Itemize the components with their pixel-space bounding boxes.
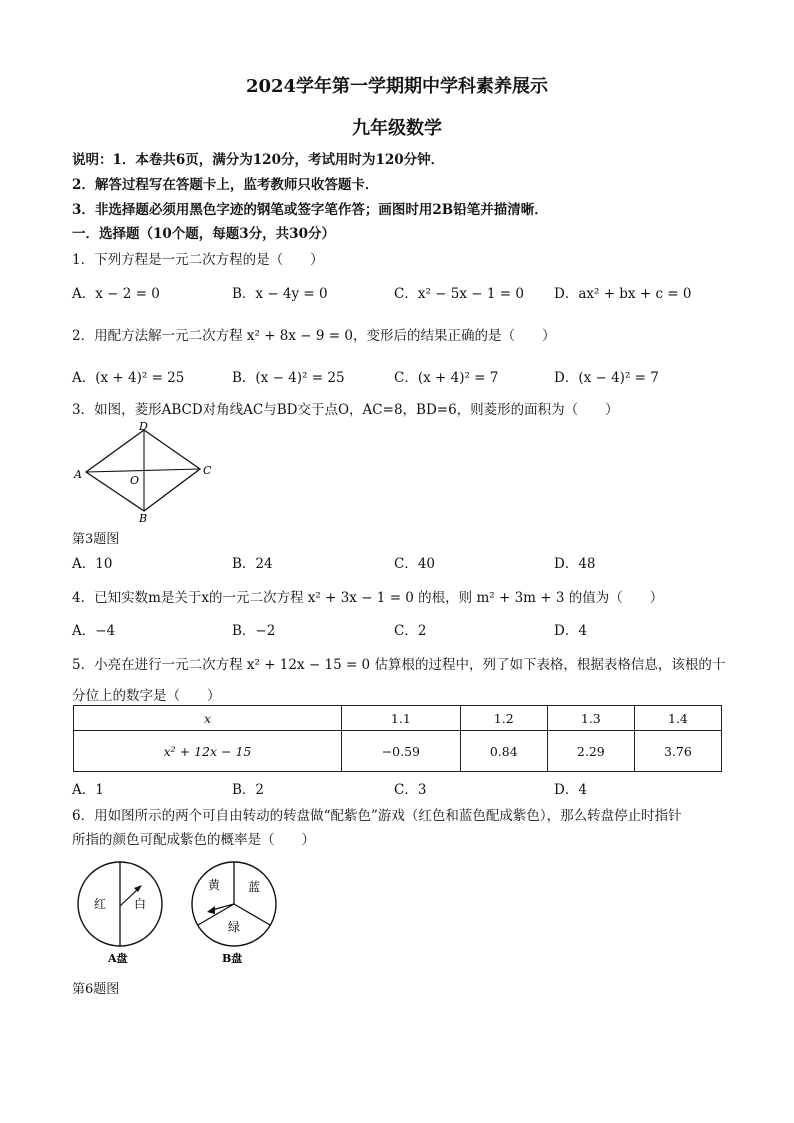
q4-option-c: C．2 bbox=[394, 623, 427, 639]
q6-caption: 第6题图 bbox=[72, 982, 120, 997]
estimation-table bbox=[73, 705, 722, 772]
table-cell: 2.29 bbox=[547, 731, 634, 772]
table-row bbox=[74, 706, 722, 731]
q3-option-b: B．24 bbox=[232, 556, 273, 572]
disc-a-white: 白 bbox=[134, 897, 147, 911]
table-cell: 1.2 bbox=[460, 706, 547, 731]
table-cell: −0.59 bbox=[342, 731, 461, 772]
q2-option-b: B．(x − 4)² = 25 bbox=[232, 370, 345, 386]
table-cell: 3.76 bbox=[634, 731, 721, 772]
q4-option-a: A．−4 bbox=[72, 623, 116, 639]
note-line-1: 说明：1．本卷共6页，满分为120分，考试用时为120分钟． bbox=[72, 152, 445, 168]
q1-option-b: B．x − 4y = 0 bbox=[232, 286, 328, 302]
spinner-b-figure bbox=[188, 858, 288, 968]
q1-option-c: C．x² − 5x − 1 = 0 bbox=[394, 286, 524, 302]
q5-option-b: B．2 bbox=[232, 782, 265, 798]
label-b: B bbox=[139, 512, 148, 525]
disc-b-green: 绿 bbox=[228, 920, 241, 934]
q1-option-d: D．ax² + bx + c = 0 bbox=[554, 286, 692, 302]
question-6-stem-line-2: 所指的颜色可配成紫色的概率是（ ） bbox=[72, 832, 315, 848]
q1-option-a: A．x − 2 = 0 bbox=[72, 286, 160, 302]
section-heading: 一．选择题（10个题，每题3分，共30分） bbox=[72, 226, 335, 242]
question-6-stem-line-1: 6．用如图所示的两个可自由转动的转盘做“配紫色”游戏（红色和蓝色配成紫色），那么转盘停止时指针 bbox=[72, 808, 682, 824]
question-4-stem: 4．已知实数m是关于x的一元二次方程 x² + 3x − 1 = 0 的根，则 m² + 3m + 3 的值为（ ） bbox=[72, 590, 664, 606]
question-5-stem-line-2: 分位上的数字是（ ） bbox=[72, 688, 221, 704]
disc-a-red: 红 bbox=[94, 897, 107, 911]
q4-option-b: B．−2 bbox=[232, 623, 276, 639]
label-d: D bbox=[139, 420, 148, 433]
q5-option-c: C．3 bbox=[394, 782, 427, 798]
disc-a-label: A盘 bbox=[108, 952, 128, 965]
question-5-stem-line-1: 5．小亮在进行一元二次方程 x² + 12x − 15 = 0 估算根的过程中，列了如下表格，根据表格信息，该根的十 bbox=[72, 657, 726, 673]
rhombus-figure bbox=[70, 420, 220, 525]
note-line-3: 3．非选择题必须用黑色字迹的钢笔或签字笔作答；画图时用2B铅笔并描清晰． bbox=[72, 202, 548, 218]
q3-option-c: C．40 bbox=[394, 556, 436, 572]
table-cell: 0.84 bbox=[460, 731, 547, 772]
label-c: C bbox=[203, 464, 212, 477]
question-3-stem: 3．如图，菱形ABCD对角线AC与BD交于点O，AC=8，BD=6，则菱形的面积为（ ） bbox=[72, 402, 619, 418]
page-title: 2024学年第一学期期中学科素养展示 bbox=[245, 76, 549, 97]
table-row bbox=[74, 731, 722, 772]
q3-caption: 第3题图 bbox=[72, 532, 120, 547]
spinner-a-figure bbox=[72, 858, 172, 968]
q2-option-a: A．(x + 4)² = 25 bbox=[72, 370, 185, 386]
pointer-arrow-icon bbox=[207, 906, 215, 914]
q5-option-d: D．4 bbox=[554, 782, 587, 798]
question-1-stem: 1．下列方程是一元二次方程的是（ ） bbox=[72, 252, 324, 268]
q2-option-d: D．(x − 4)² = 7 bbox=[554, 370, 659, 386]
table-cell: 1.3 bbox=[547, 706, 634, 731]
disc-b-blue: 蓝 bbox=[248, 880, 261, 894]
disc-b-yellow: 黄 bbox=[208, 878, 221, 892]
table-cell: x² + 12x − 15 bbox=[74, 731, 342, 772]
page-subtitle: 九年级数学 bbox=[352, 118, 442, 139]
q2-option-c: C．(x + 4)² = 7 bbox=[394, 370, 499, 386]
q3-option-a: A．10 bbox=[72, 556, 113, 572]
question-2-stem: 2．用配方法解一元二次方程 x² + 8x − 9 = 0，变形后的结果正确的是（ ） bbox=[72, 328, 556, 344]
q3-option-d: D．48 bbox=[554, 556, 596, 572]
label-o: O bbox=[130, 474, 140, 487]
table-cell: 1.4 bbox=[634, 706, 721, 731]
table-cell: x bbox=[74, 706, 342, 731]
note-line-2: 2．解答过程写在答题卡上，监考教师只收答题卡． bbox=[72, 177, 379, 193]
table-cell: 1.1 bbox=[342, 706, 461, 731]
q4-option-d: D．4 bbox=[554, 623, 587, 639]
q5-option-a: A．1 bbox=[72, 782, 104, 798]
disc-b-label: B盘 bbox=[222, 952, 243, 965]
label-a: A bbox=[74, 468, 82, 481]
